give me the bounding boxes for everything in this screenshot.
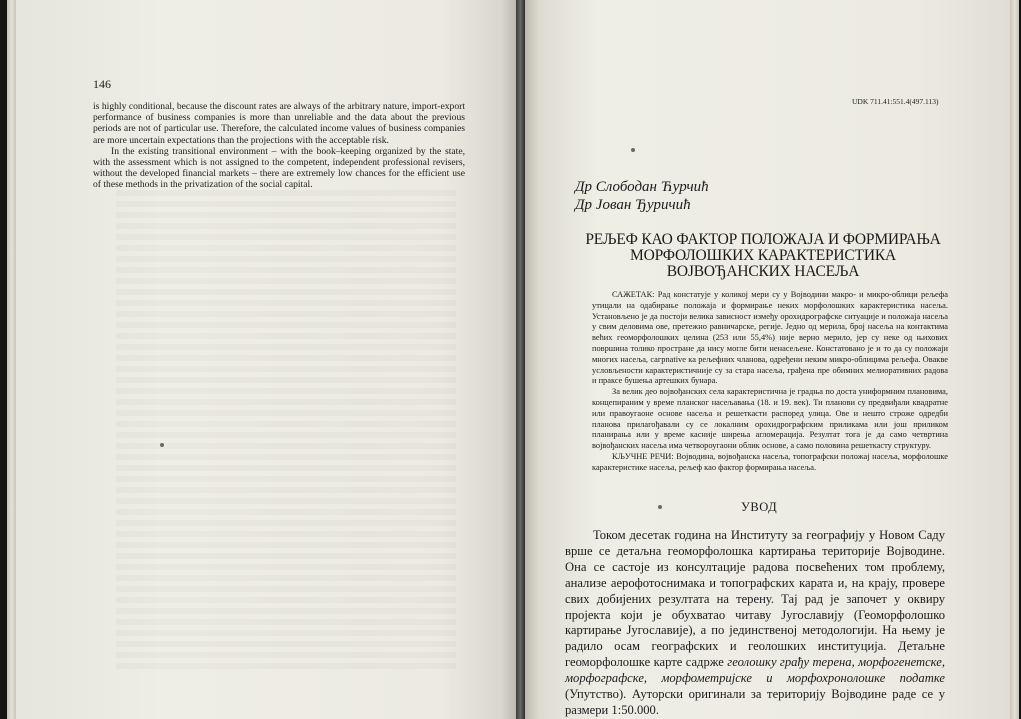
title-line: МОРФОЛОШКИХ КАРАКТЕРИСТИКА [630,247,896,264]
speck [160,443,164,447]
article-title [563,232,963,280]
abstract [592,290,948,474]
udk-code: UDK 711.41:551.4(497.113) [852,97,939,106]
author-name: Др Слободан Ћурчић [575,179,709,195]
page-stack-edge [1010,0,1019,719]
body-text [93,101,465,191]
speck [658,505,662,509]
intro-text [565,528,945,719]
abstract-paragraph: САЖЕТАК: Рад констатује у коликој мери су у Војводини макро- и микро-облици рељефа утицали на одабирање положаја и формирање неких морфолошких карактеристика насеља. Установљено је да постоји велика зависност између орохидрографске ситуације и положаја насеља у свим деловима ове, претежно равничарске, регије. Једно од мерила, број насеља на контактима већих геоморфолошких целина (253 или 55,4%) није верно мерило, јер су неке од њихових површина толико простране да нису могле бити ненасељене. Констатовано је и то да су положаји многих насеља, сагрnative ка рељефних чланова, одређени неким микро-облицима рељефа. Овакве условљености карактеристичније су за стара насеља, грађена пре обимних мелиоративних радова и праксе бушења артешких бунара. [592,290,948,386]
title-line: ВОЈВОЂАНСКИХ НАСЕЉА [666,263,860,280]
authors [575,178,709,214]
show-through-text [116,190,456,670]
page-stack-edge [7,0,16,719]
section-heading: УВОД [741,500,778,514]
intro-italic: геолошку грађу терена, морфогенетске, морфографске, морфометријске и морфохронолошке податке [565,655,945,686]
paragraph: In the existing transitional environment – with the book–keeping organized by the state, with the assessment which is not assigned to the competent, independent professional revisers, without the developed financial markets – there are extremely low chances for the efficient use of these methods in the privatization of the social capital. [93,145,465,191]
book-gutter [516,0,525,719]
speck [631,148,635,152]
page-number: 146 [93,77,111,91]
intro-text-part: Током десетак година на Институту за географију у Новом Саду врше се детаљна геоморфолошка картирања територије Војводине. Она се састоје из консултације радова посвећених том проблему, анализе аерофотоснимака и топографских карата и, на крају, провере свих добијених резултата на терену. Тај рад је започет у оквиру пројекта који је обухватао читаву Југославију (Геоморфолошко картирање Југославије), а по јединственој методологији. На њему је радило осам географских и геолошких институција. Детаљне геоморфолошке карте садрже [565,528,945,670]
keywords: КЉУЧНЕ РЕЧИ: Војводина, војвођанска насеља, топографски положај насеља, морфолошке карактеристике насеља, рељеф као фактор формирања насеља. [592,451,948,472]
left-page [16,0,516,719]
intro-text-part: (Упутство). Ауторски оригинали за територију Војводине раде се у размери 1:50.000. [565,687,945,717]
abstract-paragraph: За велик део војвођанских села карактеристична је градња по доста униформним плановима, концепираним у време планског насељавања (18. и 19. век). Ти планови су предвиђали квадратне или правоугаоне основе насеља и решеткасти распоред улица. Ове и нешто строже одредби планова прилагођавали су се локалним орохидрографским приликама или још приликом планирања или у време касније ширења агломерација. Резултат тога је да само четвртина војвођанских насеља има четвороугаони облик основе, а само половина решеткасту структуру. [592,387,948,451]
intro-paragraph [565,528,945,719]
author-name: Др Јован Ђуричић [575,197,691,213]
paragraph: is highly conditional, because the discount rates are always of the arbitrary nature, import-export performance of business companies is more than unreliable and the data about the previous periods are not of particular use. Therefore, the calculated income values of business companies are more uncertain expectations than the projections with the acceptable risk. [93,101,465,146]
title-line: РЕЉЕФ КАО ФАКТОР ПОЛОЖАЈА И ФОРМИРАЊА [585,231,941,248]
